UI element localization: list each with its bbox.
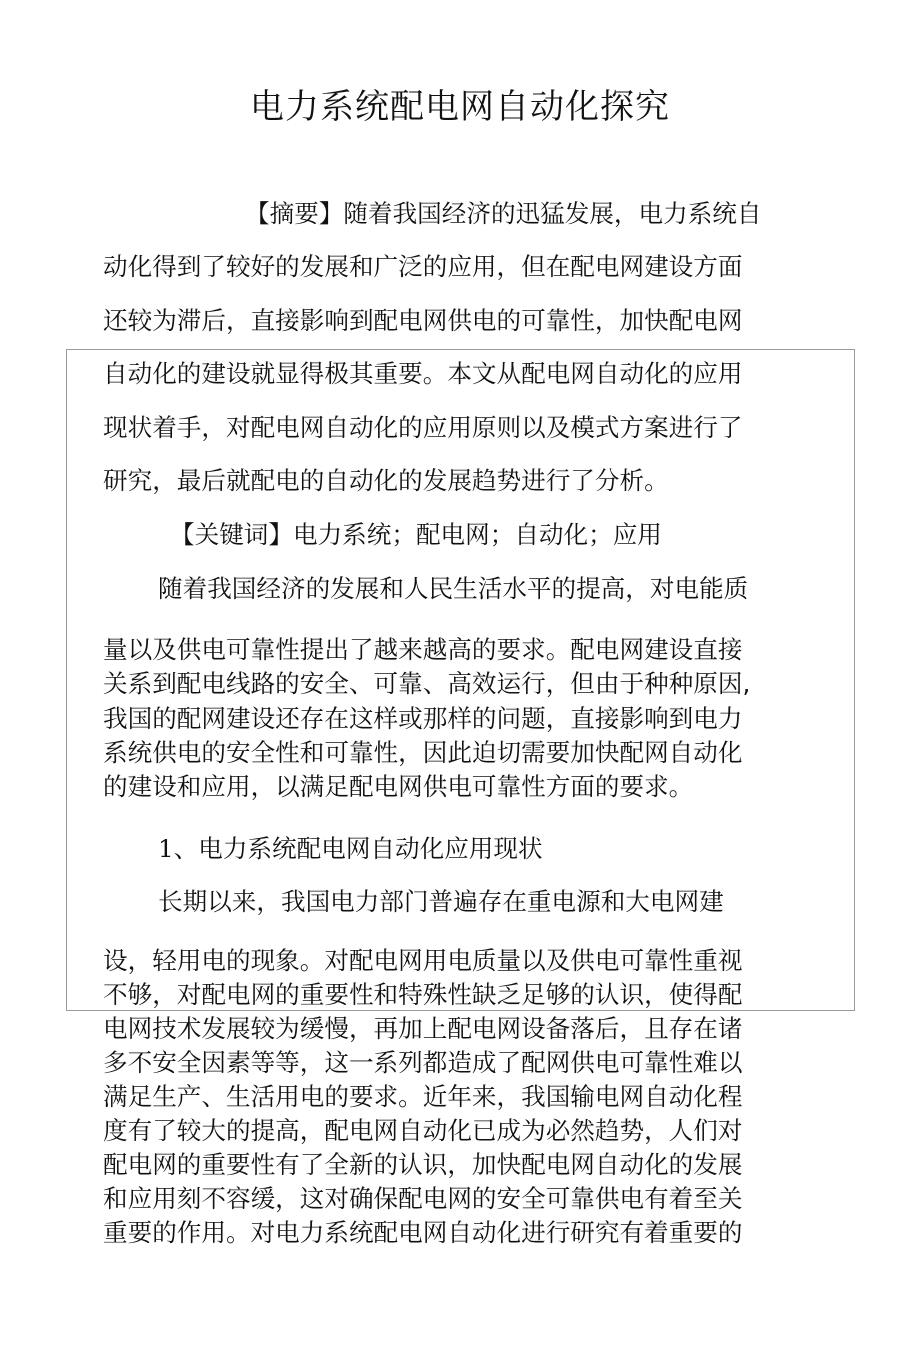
body-line-3: 不够，对配电网的重要性和特殊性缺乏足够的认识，使得配	[103, 980, 743, 1009]
abstract-line-6: 研究，最后就配电的自动化的发展趋势进行了分析。	[103, 466, 669, 495]
intro-line-2: 量以及供电可靠性提出了越来越高的要求。配电网建设直接	[103, 635, 743, 664]
intro-line-5: 系统供电的安全性和可靠性，因此迫切需要加快配网自动化	[103, 738, 743, 767]
intro-line-4: 我国的配网建设还存在这样或那样的问题，直接影响到电力	[103, 704, 743, 733]
section-heading-text: 、电力系统配电网自动化应用现状	[173, 834, 543, 863]
body-line-1: 长期以来，我国电力部门普遍存在重电源和大电网建	[158, 887, 724, 916]
intro-line-6: 的建设和应用，以满足配电网供电可靠性方面的要求。	[103, 772, 694, 801]
body-line-2: 设，轻用电的现象。对配电网用电质量以及供电可靠性重视	[103, 946, 743, 975]
abstract-line-4: 自动化的建设就显得极其重要。本文从配电网自动化的应用	[103, 359, 743, 388]
abstract-line-3: 还较为滞后，直接影响到配电网供电的可靠性，加快配电网	[103, 306, 743, 335]
section-heading	[158, 832, 858, 866]
body-line-7: 度有了较大的提高，配电网自动化已成为必然趋势，人们对	[103, 1116, 743, 1145]
intro-line-1: 随着我国经济的发展和人民生活水平的提高，对电能质	[158, 574, 749, 603]
body-line-9: 和应用刻不容缓，这对确保配电网的安全可靠供电有着至关	[103, 1184, 743, 1213]
body-line-5: 多不安全因素等等，这一系列都造成了配网供电可靠性难以	[103, 1048, 743, 1077]
abstract-line-2: 动化得到了较好的发展和广泛的应用，但在配电网建设方面	[103, 252, 743, 281]
intro-line-3: 关系到配电线路的安全、可靠、高效运行，但由于种种原因,	[103, 669, 751, 698]
document-title: 电力系统配电网自动化探究	[250, 87, 670, 127]
body-line-4: 电网技术发展较为缓慢，再加上配电网设备落后，且存在诸	[103, 1014, 743, 1043]
body-line-6: 满足生产、生活用电的要求。近年来，我国输电网自动化程	[103, 1082, 743, 1111]
abstract-line-5: 现状着手，对配电网自动化的应用原则以及模式方案进行了	[103, 413, 743, 442]
section-number: 1	[158, 834, 174, 863]
body-line-8: 配电网的重要性有了全新的认识，加快配电网自动化的发展	[103, 1150, 743, 1179]
body-line-10: 重要的作用。对电力系统配电网自动化进行研究有着重要的	[103, 1218, 743, 1247]
keywords-line: 【关键词】电力系统；配电网；自动化；应用	[170, 520, 662, 549]
abstract-line-1: 【摘要】随着我国经济的迅猛发展，电力系统自	[245, 199, 762, 228]
